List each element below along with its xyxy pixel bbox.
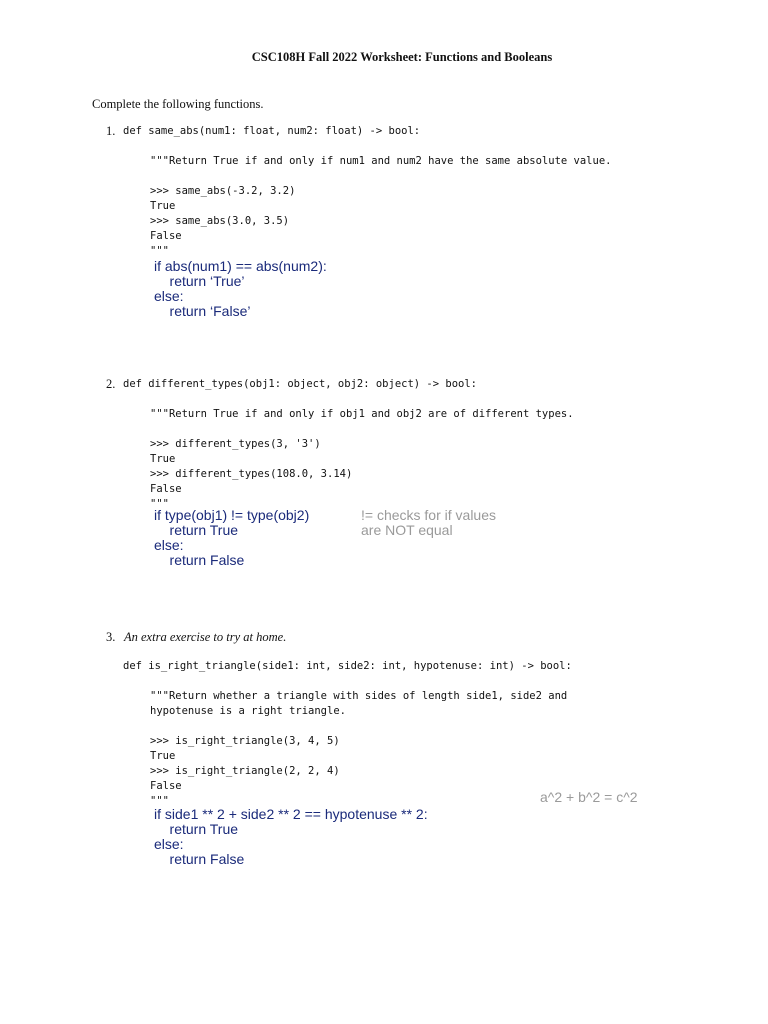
question-3-answer — [154, 792, 428, 882]
note-line: != checks for if values — [361, 507, 497, 523]
note-line: are NOT equal — [361, 522, 453, 538]
docstring-line: True — [150, 750, 176, 762]
docstring-line: >>> is_right_triangle(3, 4, 5) — [150, 735, 340, 747]
question-3-prompt: An extra exercise to try at home. — [124, 630, 287, 644]
answer-line: else: — [154, 836, 184, 852]
answer-line: return ‘True’ — [154, 273, 245, 289]
docstring-line: hypotenuse is a right triangle. — [150, 705, 346, 717]
answer-line: return False — [154, 851, 245, 867]
docstring-line: """ — [150, 795, 169, 807]
docstring-line — [150, 422, 574, 437]
answer-line: return True — [154, 821, 239, 837]
docstring-line: >>> is_right_triangle(2, 2, 4) — [150, 765, 340, 777]
question-2-answer — [154, 493, 309, 583]
docstring-line — [150, 719, 567, 734]
answer-line: else: — [154, 537, 184, 553]
answer-line: return ‘False’ — [154, 303, 251, 319]
docstring-line: >>> same_abs(-3.2, 3.2) — [150, 185, 296, 197]
docstring-line: >>> different_types(3, '3') — [150, 438, 321, 450]
answer-line: return False — [154, 552, 245, 568]
answer-line: if type(obj1) != type(obj2) — [154, 507, 310, 523]
question-3-note: a^2 + b^2 = c^2 — [540, 789, 638, 805]
docstring-line: >>> same_abs(3.0, 3.5) — [150, 215, 290, 227]
docstring-line: """Return whether a triangle with sides of length side1, side2 and — [150, 690, 568, 702]
question-1-number: 1. — [106, 124, 116, 138]
question-2-number: 2. — [106, 377, 116, 391]
docstring-line — [150, 169, 611, 184]
question-1-answer — [154, 244, 327, 334]
instructions: Complete the following functions. — [92, 97, 264, 111]
answer-line: if side1 ** 2 + side2 ** 2 == hypotenuse ** 2: — [154, 806, 428, 822]
question-1-signature: def same_abs(num1: float, num2: float) -> bool: — [123, 125, 421, 137]
question-2-signature: def different_types(obj1: object, obj2: object) -> bool: — [123, 378, 478, 390]
answer-line: if abs(num1) == abs(num2): — [154, 258, 327, 274]
docstring-line: """ — [150, 498, 169, 510]
answer-line: else: — [154, 288, 184, 304]
question-3-number: 3. — [106, 630, 116, 644]
docstring-line: True — [150, 453, 176, 465]
question-2-note — [361, 493, 496, 553]
docstring-line: False — [150, 780, 182, 792]
answer-line: return True — [154, 522, 239, 538]
docstring-line: """Return True if and only if obj1 and obj2 are of different types. — [150, 408, 574, 420]
question-3-signature: def is_right_triangle(side1: int, side2: int, hypotenuse: int) -> bool: — [123, 660, 572, 672]
docstring-line: True — [150, 200, 176, 212]
docstring-line: False — [150, 230, 182, 242]
page-title: CSC108H Fall 2022 Worksheet: Functions and Booleans — [251, 50, 553, 64]
docstring-line: """Return True if and only if num1 and num2 have the same absolute value. — [150, 155, 612, 167]
docstring-line: >>> different_types(108.0, 3.14) — [150, 468, 353, 480]
docstring-line: """ — [150, 245, 169, 257]
docstring-line: False — [150, 483, 182, 495]
